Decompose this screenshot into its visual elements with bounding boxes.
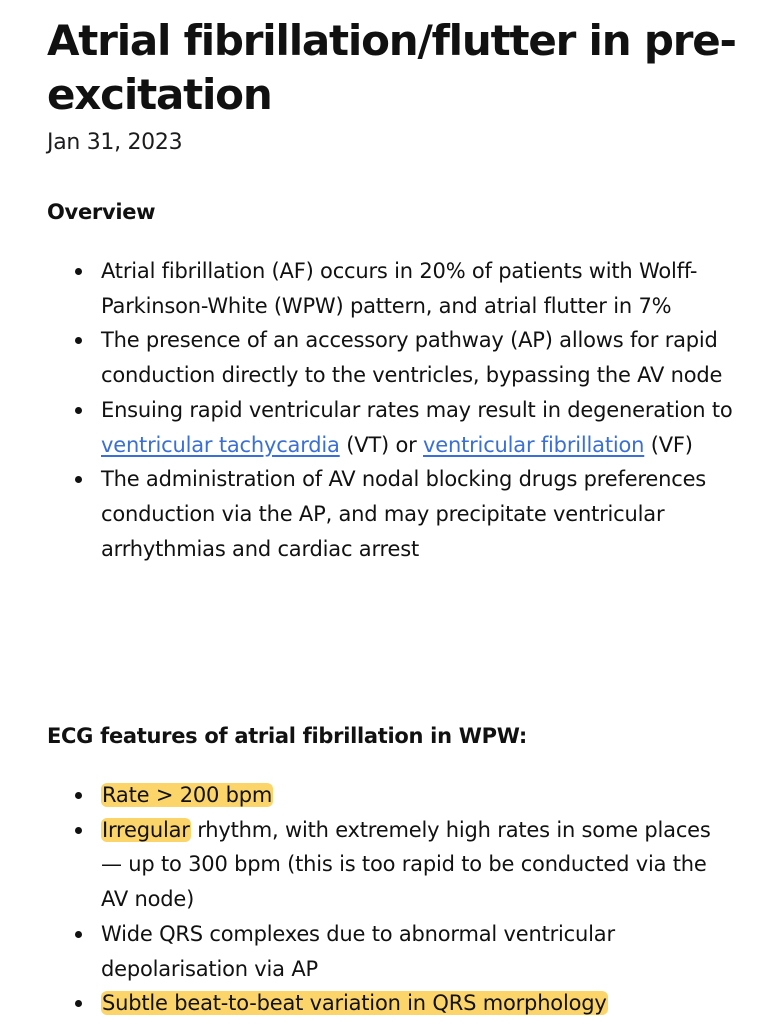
list-item-text: Atrial fibrillation (AF) occurs in 20% of patients with Wolff-Parkinson-White (WPW) pattern, and atrial flutter in 7% (101, 259, 698, 318)
list-item-text: Ensuing rapid ventricular rates may result in degeneration to (101, 397, 733, 422)
bullet-icon (75, 337, 82, 344)
list-item (47, 986, 737, 1021)
bullet-icon (75, 827, 82, 834)
list-item-text: Wide QRS complexes due to abnormal ventricular depolarisation via AP (101, 921, 615, 981)
list-item-text: The administration of AV nodal blocking drugs preferences conduction via the AP, and may precipitate ventricular arrhythmias and cardiac arrest (101, 467, 707, 561)
page-title: Atrial fibrillation/flutter in pre-excitation (47, 16, 736, 119)
list-item (47, 778, 737, 813)
list-item-text: The presence of an accessory pathway (AP) allows for rapid conduction directly to the ventricles, bypassing the AV node (101, 328, 723, 388)
bullet-icon (75, 792, 82, 799)
highlighted-text: Subtle beat-to-beat variation in QRS morphology (102, 991, 607, 1016)
publish-date: Jan 31, 2023 (47, 130, 183, 155)
bullet-icon (75, 1000, 82, 1007)
ventricular-tachycardia-link[interactable]: ventricular tachycardia (101, 432, 340, 457)
overview-list (47, 254, 737, 566)
list-item (47, 813, 737, 917)
list-item-text: (VT) or (339, 432, 424, 457)
highlighted-text: Irregular (102, 817, 190, 842)
list-item-text: (VF) (644, 432, 693, 457)
bullet-icon (75, 268, 82, 275)
list-item-text: rhythm, with extremely high rates in some places — up to 300 bpm (this is too rapid to be conducted via the AV node) (101, 817, 711, 912)
list-item (47, 393, 737, 462)
ecg-features-list (47, 778, 737, 1021)
bullet-icon (75, 931, 82, 938)
list-item (47, 254, 737, 323)
overview-heading: Overview (47, 200, 156, 224)
list-item (47, 323, 737, 392)
ecg-features-heading: ECG features of atrial fibrillation in WPW: (47, 724, 528, 748)
ventricular-fibrillation-link[interactable]: ventricular fibrillation (423, 432, 645, 457)
list-item (47, 917, 737, 986)
bullet-icon (75, 476, 82, 483)
bullet-icon (75, 407, 82, 414)
list-item (47, 462, 737, 566)
highlighted-text: Rate > 200 bpm (102, 783, 273, 807)
